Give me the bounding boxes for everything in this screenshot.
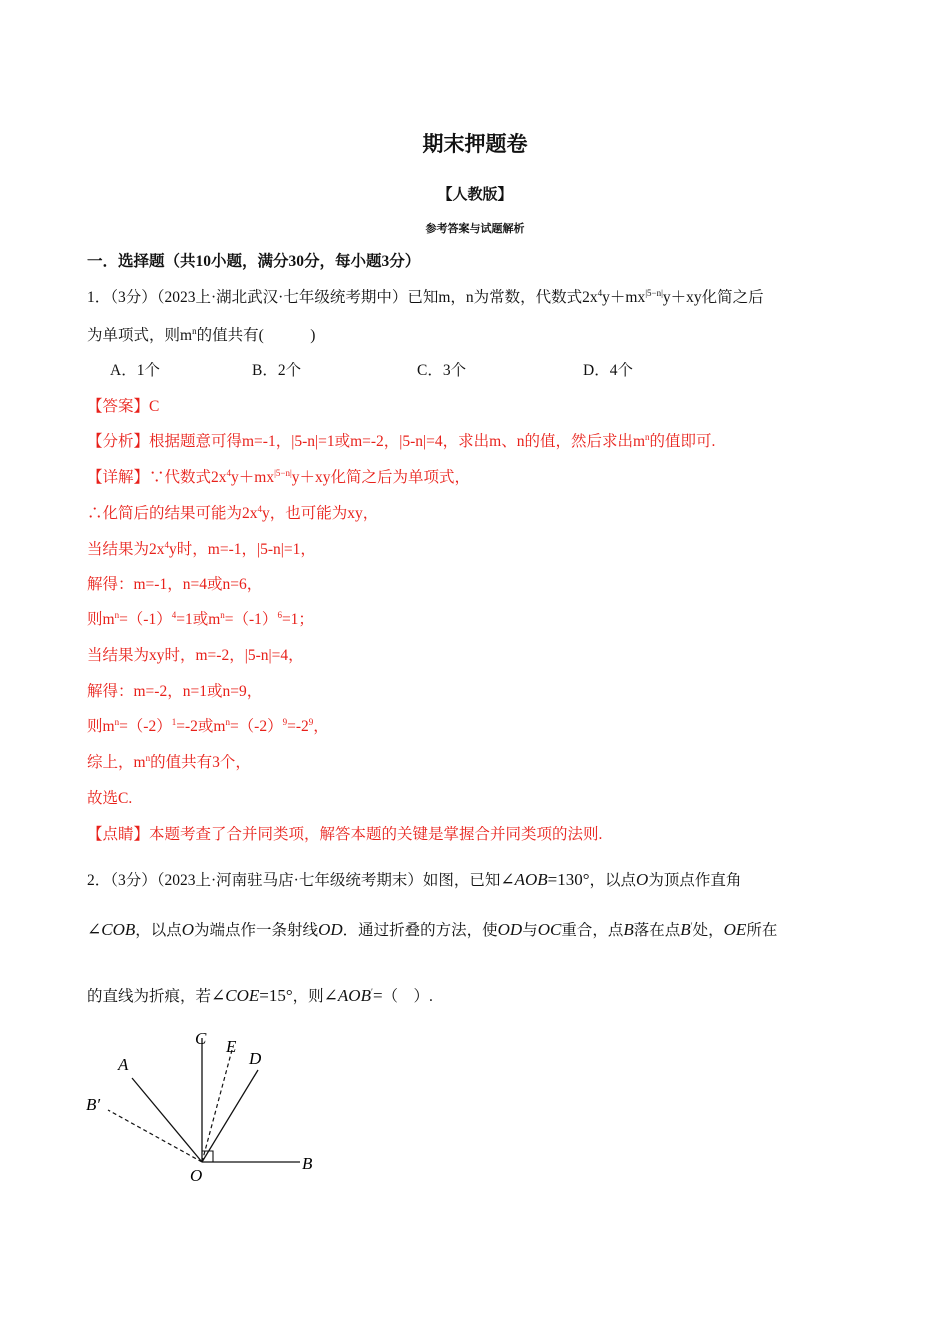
section-heading: 一．选择题（共10小题，满分30分，每小题3分） — [87, 253, 421, 270]
angle-figure — [80, 1020, 330, 1190]
ray-oe — [202, 1050, 232, 1162]
label-b: B — [302, 1154, 313, 1173]
q1-step-4: 则$m^n=(-1)^4=1$或$m^n=(-1)^6=1$； — [87, 610, 314, 628]
q1-step-7: 则$m^n=(-2)^1=-2$或$m^n=(-2)^9=-2^9$， — [87, 717, 329, 735]
q1-option-d: D．4个 — [583, 362, 633, 379]
q1-stem-line1: 1．（3分）（2023上·湖北武汉·七年级统考期中）已知m，n为常数，代数式$2x^4y+mx^{|5-n|}y+xy$化简之后 — [87, 288, 764, 306]
label-c: C — [195, 1029, 207, 1048]
subtitle: 参考答案与试题解析 — [425, 223, 525, 235]
q1-step-9: 故选C. — [87, 790, 133, 807]
q2-line2: ∠COB，以点O为端点作一条射线OD．通过折叠的方法，使OD与OC重合，点B落在点B′处，OE所在 — [87, 920, 778, 939]
q1-analysis: 【分析】根据题意可得m=-1，|5-n|=1或m=-2，|5-n|=4，求出m、n的值，然后求出$m^n$的值即可. — [87, 432, 716, 450]
label-a: A — [118, 1055, 129, 1074]
q1-step-6: 解得：m=-2，n=1或n=9， — [87, 683, 263, 700]
ray-ob-prime — [108, 1110, 202, 1162]
page-title: 期末押题卷 — [422, 132, 528, 156]
q1-step-8: 综上，$m^n$的值共有3个， — [87, 753, 251, 771]
q1-answer: 【答案】C — [87, 398, 160, 415]
q2-line3: 的直线为折痕，若∠COE=15°，则∠AOB′=（ ）. — [87, 986, 433, 1005]
label-e: E — [226, 1037, 237, 1056]
q1-step-5: 当结果为xy时，m=-2，|5-n|=4， — [87, 647, 304, 664]
q1-option-b: B．2个 — [252, 362, 302, 379]
label-o: O — [190, 1166, 203, 1185]
q1-step-3: 解得：m=-1，n=4或n=6， — [87, 576, 263, 593]
edition-label: 【人教版】 — [437, 187, 513, 203]
ray-od — [202, 1070, 258, 1162]
q1-stem-line2: 为单项式，则$m^n$的值共有( ) — [87, 326, 316, 344]
q1-option-c: C．3个 — [417, 362, 467, 379]
q1-comment: 【点睛】本题考查了合并同类项，解答本题的关键是掌握合并同类项的法则. — [87, 826, 603, 843]
q1-detail: 【详解】∵代数式$2x^4y+mx^{|5-n|}y+xy$化简之后为单项式， — [87, 468, 471, 486]
q2-line1: 2．（3分）（2023上·河南驻马店·七年级统考期末）如图，已知∠AOB=130°，以点O为顶点作直角 — [87, 870, 742, 889]
q1-option-a: A．1个 — [110, 362, 160, 379]
q1-step-1: ∴化简后的结果可能为$2x^4y$，也可能为xy， — [87, 504, 379, 522]
ray-oa — [132, 1078, 202, 1162]
q1-step-2: 当结果为$2x^4y$时，m=-1，|5-n|=1， — [87, 540, 316, 558]
label-d: D — [249, 1049, 262, 1068]
label-b-prime: B′ — [86, 1095, 101, 1114]
